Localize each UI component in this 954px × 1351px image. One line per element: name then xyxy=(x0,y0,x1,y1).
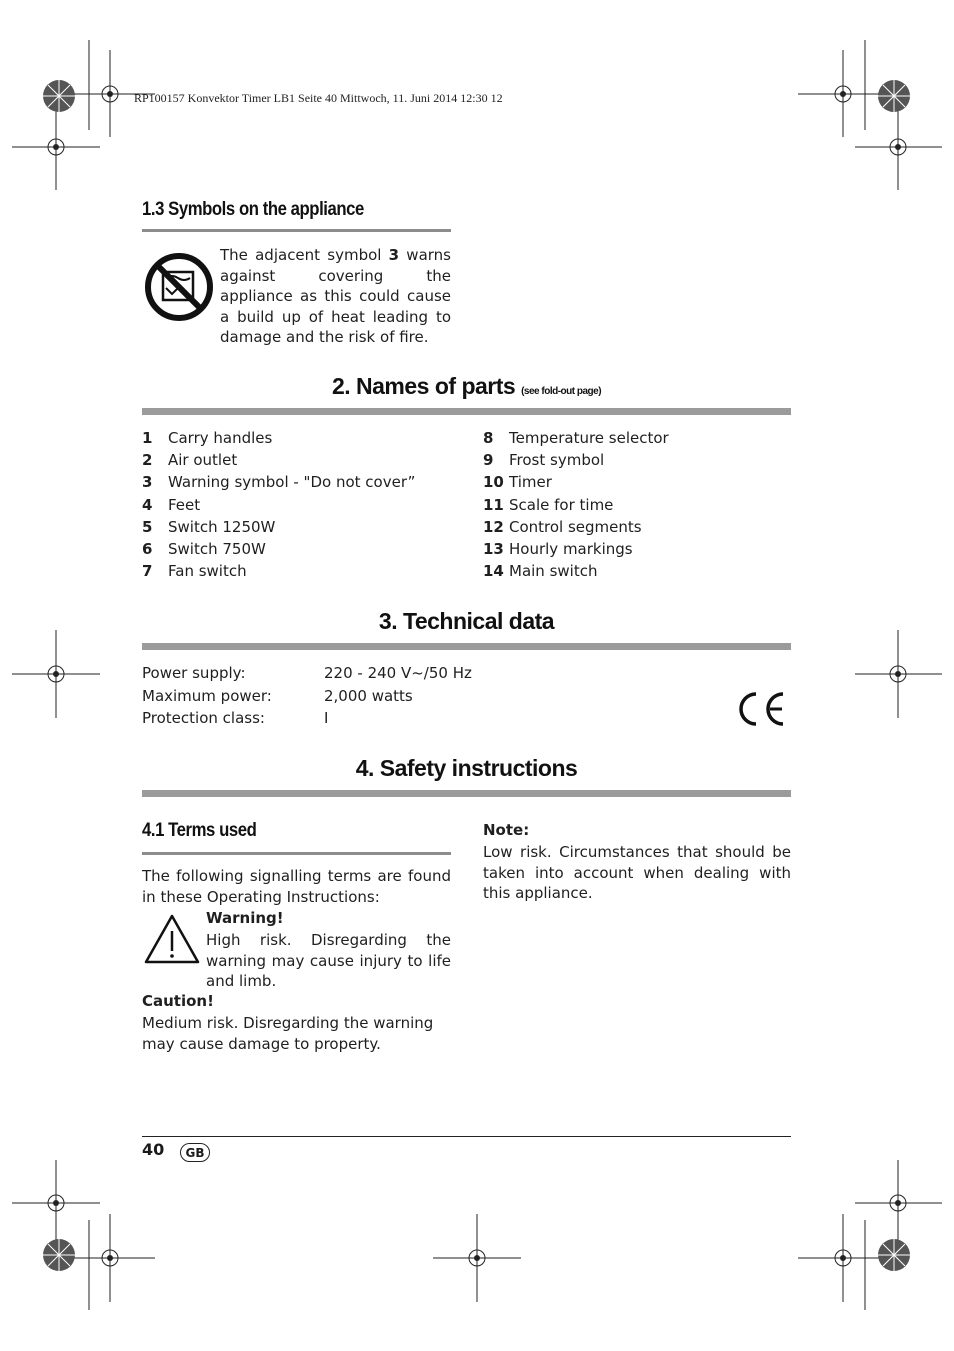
caution-title: Caution! xyxy=(142,992,214,1010)
part-label: Switch 750W xyxy=(168,540,266,558)
section-4-1-rule xyxy=(142,852,451,855)
part-number: 10 xyxy=(483,473,504,492)
part-item xyxy=(483,428,669,448)
section-2-heading: 2. Names of parts (see fold-out page) xyxy=(331,373,602,399)
part-label: Fan switch xyxy=(168,562,247,581)
tech-value: 2,000 watts xyxy=(324,686,413,705)
part-number: 8 xyxy=(483,429,494,447)
part-number: 6 xyxy=(142,540,153,558)
terms-intro: The following signalling terms are found in these Operating Instructions: xyxy=(142,867,451,906)
part-item xyxy=(483,561,597,581)
tech-label: Power supply: xyxy=(142,664,246,682)
part-number: 5 xyxy=(142,517,153,536)
part-label: Warning symbol - "Do not cover” xyxy=(168,473,416,492)
section-4-heading: 4. Safety instructions xyxy=(355,755,578,781)
ce-mark-icon xyxy=(737,690,787,728)
part-item xyxy=(483,450,604,470)
section-1-3-rule xyxy=(142,229,451,232)
warning-text: High risk. Disregarding the warning may cause injury to life and limb. xyxy=(206,931,451,990)
part-item xyxy=(142,539,266,559)
language-badge: GB xyxy=(180,1143,210,1162)
part-item xyxy=(142,428,272,448)
part-number: 13 xyxy=(483,540,504,558)
section-1-3-heading: 1.3 Symbols on the appliance xyxy=(142,199,364,220)
part-item xyxy=(483,517,642,537)
part-number: 11 xyxy=(483,495,504,514)
section-3-rule xyxy=(142,643,791,650)
part-number: 7 xyxy=(142,562,153,581)
note-text: Low risk. Circumstances that should be taken into account when dealing with this appliance. xyxy=(483,843,791,902)
part-label: Main switch xyxy=(509,562,598,581)
part-label: Scale for time xyxy=(509,495,614,514)
part-label: Frost symbol xyxy=(509,451,605,470)
tech-value: I xyxy=(324,709,329,727)
part-label: Switch 1250W xyxy=(168,517,276,536)
part-label: Carry handles xyxy=(168,429,273,447)
part-item xyxy=(142,495,200,515)
part-label: Air outlet xyxy=(168,451,238,470)
part-number: 1 xyxy=(142,429,153,447)
part-label: Control segments xyxy=(509,517,642,536)
part-number: 3 xyxy=(142,473,153,492)
part-number: 4 xyxy=(142,495,153,514)
part-label: Timer xyxy=(509,473,552,492)
part-label: Hourly markings xyxy=(509,540,633,558)
section-2-rule xyxy=(142,408,791,415)
part-item xyxy=(483,472,552,492)
part-item xyxy=(483,495,613,515)
section-3-heading: 3. Technical data xyxy=(378,608,555,634)
part-item xyxy=(142,450,237,470)
warning-title: Warning! xyxy=(206,909,284,927)
tech-label: Maximum power: xyxy=(142,686,272,705)
do-not-cover-icon xyxy=(144,252,214,322)
section-4-rule xyxy=(142,790,791,797)
section-1-3-text: The adjacent symbol 3 warns against covering the appliance as this could cause a build up of heat leading to damage and the risk of fire. xyxy=(220,246,451,346)
part-number: 9 xyxy=(483,451,494,470)
caution-text: Medium risk. Disregarding the warning may cause damage to property. xyxy=(142,1014,434,1053)
part-label: Temperature selector xyxy=(509,429,669,447)
part-number: 12 xyxy=(483,517,504,536)
part-item xyxy=(483,539,633,559)
part-item xyxy=(142,561,247,581)
part-item xyxy=(142,517,275,537)
note-title: Note: xyxy=(483,821,530,839)
footer-rule xyxy=(142,1136,791,1137)
section-4-1-heading: 4.1 Terms used xyxy=(142,820,257,841)
tech-value: 220 - 240 V~/50 Hz xyxy=(324,664,472,682)
warning-triangle-icon xyxy=(143,913,201,965)
part-number: 2 xyxy=(142,451,153,470)
part-number: 14 xyxy=(483,562,504,581)
tech-label: Protection class: xyxy=(142,709,265,727)
print-header: RP100157 Konvektor Timer LB1 Seite 40 Mittwoch, 11. Juni 2014 12:30 12 xyxy=(134,91,503,105)
part-label: Feet xyxy=(168,495,201,514)
page-number: 40 xyxy=(142,1140,165,1159)
part-item xyxy=(142,472,415,492)
